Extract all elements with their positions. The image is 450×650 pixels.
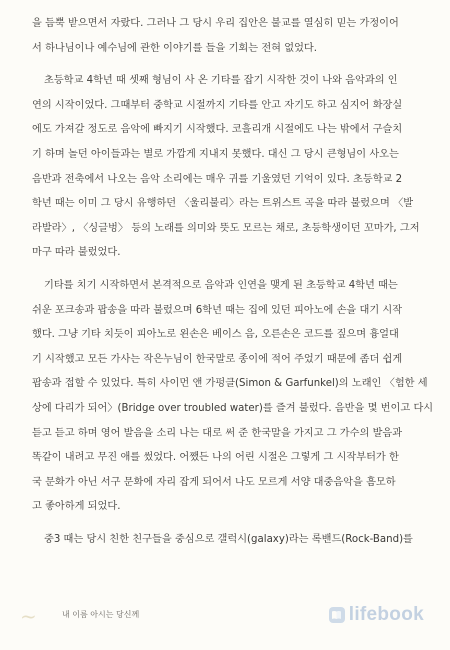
text-line: 똑같이 내려고 무진 애를 썼었다. 어쨌든 나의 어린 시절은 그렇게 그 시작부터가 한	[32, 452, 399, 464]
lifebook-watermark	[329, 604, 424, 626]
text-line: 기타를 치기 시작하면서 본격적으로 음악과 인연을 맺게 된 초등학교 4학년 때는	[44, 279, 398, 291]
book-icon	[329, 607, 345, 623]
paragraph	[32, 274, 434, 520]
text-line: 중3 때는 당시 친한 친구들을 중심으로 갤럭시(galaxy)라는 록밴드(Rock-Band)를	[44, 533, 413, 545]
book-title-footer: 내 이름 아시는 당신께	[62, 610, 140, 619]
paragraph	[32, 12, 424, 61]
text-line: 상에 다리가 되어〉(Bridge over troubled water)를 즐겨 불렀다. 음반을 몇 번이고 다시	[32, 402, 434, 414]
text-line: 서 하나님이나 예수님에 관한 이야기를 들을 기회는 전혀 없었다.	[32, 42, 318, 54]
paragraph	[32, 528, 424, 553]
page-body-text	[32, 12, 434, 560]
text-line: 학년 때는 이미 그 당시 유행하던 〈울리불리〉라는 트위스트 곡을 따라 불렀으며 〈발	[32, 198, 414, 210]
text-line: 했다. 그냥 기타 치듯이 피아노로 왼손은 베이스 음, 오른손은 코드를 짚으며 흉얼대	[32, 329, 399, 341]
text-line: 음반과 전축에서 나오는 음악 소리에는 매우 귀를 기울였던 기억이 있다. 초등학교 2	[32, 173, 403, 185]
text-line: 을 듬뿍 받으면서 자랐다. 그러나 그 당시 우리 집안은 불교를 열심히 믿는 가정이어	[32, 18, 399, 29]
text-line: 기 하며 놀던 아이들과는 별로 가깝게 지내지 못했다. 대신 그 당시 큰형님이 사오는	[32, 148, 399, 160]
paragraph	[32, 69, 424, 266]
text-line: 마구 따라 불렀었다.	[32, 247, 121, 259]
text-line: 국 문화가 아닌 서구 문화에 자리 잡게 되어서 나도 모르게 서양 대중음악을 흠모하	[32, 476, 396, 488]
text-line: 연의 시작이었다. 그때부터 중학교 시절까지 기타를 안고 자기도 하고 심지어 화장실	[32, 99, 403, 111]
text-line: 팝송과 접할 수 있었다. 특히 사이먼 앤 가펑클(Simon & Garfunkel)의 노래인 〈험한 세	[32, 378, 428, 390]
text-line: 에도 가져갈 정도로 음악에 빠지기 시작했다. 코흘리개 시절에도 나는 밖에서 구슬치	[32, 124, 403, 136]
text-line: 쉬운 포크송과 팝송을 따라 불렀으며 6학년 때는 집에 있던 피아노에 손을 대기 시작	[32, 304, 403, 316]
text-line: 듣고 듣고 하며 영어 발음을 소리 나는 대로 써 준 한국말을 가지고 그 가수의 발음과	[32, 427, 403, 439]
text-line: 초등학교 4학년 때 셋째 형님이 사 온 기타를 잡기 시작한 것이 나와 음악과의 인	[44, 75, 398, 87]
watermark-text: lifebook	[348, 604, 424, 625]
text-line: 라발라〉, 〈싱글벙〉 등의 노래를 의미와 뜻도 모르는 채로, 초등학생이던 꼬마가, 그저	[32, 222, 420, 234]
text-line: 기 시작했고 모든 가사는 작은누님이 한국말로 종이에 적어 주었기 때문에 좀더 쉽게	[32, 353, 403, 365]
decorative-script-mark: ~	[20, 604, 38, 628]
text-line: 고 좋아하게 되었다.	[32, 501, 121, 513]
